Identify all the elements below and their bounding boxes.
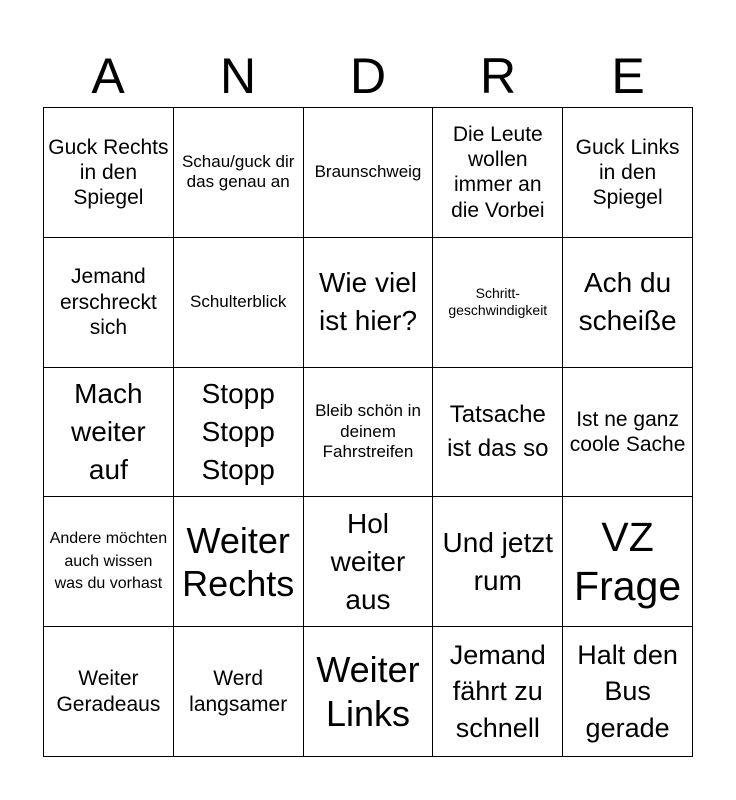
header-letter-n: N [219, 48, 257, 104]
bingo-cell-r4-c2[interactable]: Weiter Rechts [174, 497, 304, 627]
bingo-cell-r2-c4[interactable]: Schritt-geschwindigkeit [433, 238, 563, 368]
bingo-cell-r2-c2[interactable]: Schulterblick [174, 238, 304, 368]
bingo-grid [43, 107, 693, 757]
bingo-cell-r1-c5[interactable]: Guck Links in den Spiegel [563, 108, 693, 238]
bingo-cell-r3-c1[interactable]: Mach weiter auf [44, 368, 174, 498]
bingo-cell-r1-c3[interactable]: Braunschweig [304, 108, 434, 238]
bingo-cell-r3-c3[interactable]: Bleib schön in deinem Fahrstreifen [304, 368, 434, 498]
header-letter-d: D [349, 48, 387, 104]
bingo-cell-r5-c5[interactable]: Halt den Bus gerade [563, 627, 693, 757]
bingo-cell-r1-c2[interactable]: Schau/guck dir das genau an [174, 108, 304, 238]
bingo-cell-r5-c3[interactable]: Weiter Links [304, 627, 434, 757]
bingo-cell-r4-c5[interactable]: VZ Frage [563, 497, 693, 627]
bingo-cell-r4-c1[interactable]: Andere möchten auch wissen was du vorhast [44, 497, 174, 627]
bingo-cell-r3-c4[interactable]: Tatsache ist das so [433, 368, 563, 498]
header-letter-a: A [91, 48, 125, 104]
bingo-cell-r2-c3[interactable]: Wie viel ist hier? [304, 238, 434, 368]
bingo-header [43, 44, 693, 108]
bingo-cell-r1-c4[interactable]: Die Leute wollen immer an die Vorbei [433, 108, 563, 238]
bingo-cell-r4-c3[interactable]: Hol weiter aus [304, 497, 434, 627]
bingo-cell-r5-c4[interactable]: Jemand fährt zu schnell [433, 627, 563, 757]
bingo-cell-r5-c2[interactable]: Werd langsamer [174, 627, 304, 757]
bingo-cell-r4-c4[interactable]: Und jetzt rum [433, 497, 563, 627]
bingo-cell-r2-c5[interactable]: Ach du scheiße [563, 238, 693, 368]
header-letter-r: R [479, 48, 517, 104]
bingo-cell-r3-c2[interactable]: Stopp Stopp Stopp [174, 368, 304, 498]
bingo-cell-r3-c5[interactable]: Ist ne ganz coole Sache [563, 368, 693, 498]
bingo-cell-r2-c1[interactable]: Jemand erschreckt sich [44, 238, 174, 368]
header-letter-e: E [611, 48, 645, 104]
bingo-cell-r5-c1[interactable]: Weiter Geradeaus [44, 627, 174, 757]
bingo-cell-r1-c1[interactable]: Guck Rechts in den Spiegel [44, 108, 174, 238]
